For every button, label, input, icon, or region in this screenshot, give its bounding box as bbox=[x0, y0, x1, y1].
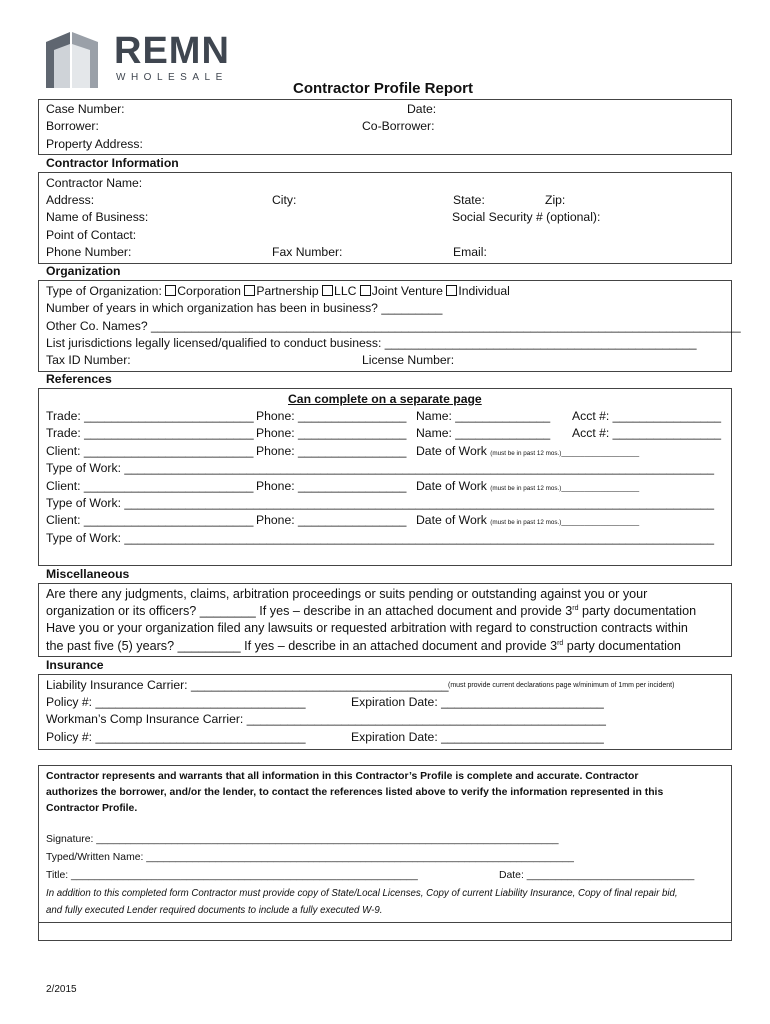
date-of-work-label: Date of Work bbox=[416, 479, 487, 493]
jurisdictions-field[interactable]: List jurisdictions legally licensed/qualified to conduct business: ______________________________________________ bbox=[46, 336, 697, 350]
misc-line-4 bbox=[46, 639, 681, 653]
requirements-note-2: and fully executed Lender required documents to include a fully executed W-9. bbox=[46, 905, 383, 916]
type-of-work-3-field[interactable]: Type of Work: _______________________________________________________________________________________ bbox=[46, 531, 715, 545]
client-2-phone-field[interactable]: Phone: ________________ bbox=[256, 479, 407, 493]
email-label: Email: bbox=[453, 245, 487, 259]
miscellaneous-heading: Miscellaneous bbox=[46, 567, 130, 581]
expiration-1-field[interactable]: Expiration Date: ________________________ bbox=[351, 695, 604, 709]
misc-line-2-end: party documentation bbox=[578, 604, 697, 618]
years-in-business-field[interactable]: Number of years in which organization has been in business? _________ bbox=[46, 301, 443, 315]
revision-date: 2/2015 bbox=[46, 984, 77, 995]
logo-brand: REMN bbox=[114, 30, 230, 72]
co-borrower-label: Co-Borrower: bbox=[362, 119, 435, 133]
date-of-work-line: ____________________ bbox=[561, 450, 640, 457]
certification-statement-1: Contractor represents and warrants that all information in this Contractor’s Profile is complete and accurate. Contractor bbox=[46, 771, 639, 782]
date-of-work-label: Date of Work bbox=[416, 513, 487, 527]
other-names-field[interactable]: Other Co. Names? _______________________________________________________________________________________ bbox=[46, 319, 741, 333]
trade-2-phone-field[interactable]: Phone: ________________ bbox=[256, 426, 407, 440]
expiration-2-field[interactable]: Expiration Date: ________________________ bbox=[351, 730, 604, 744]
contractor-info-heading: Contractor Information bbox=[46, 156, 179, 170]
date-label: Date: bbox=[407, 102, 437, 116]
type-of-work-1-field[interactable]: Type of Work: _______________________________________________________________________________________ bbox=[46, 461, 715, 475]
title-field[interactable]: Title: ____________________________________________________________ bbox=[46, 870, 418, 881]
business-name-label: Name of Business: bbox=[46, 210, 149, 224]
client-2-field[interactable]: Client: _________________________ bbox=[46, 479, 254, 493]
typed-name-field[interactable]: Typed/Written Name: __________________________________________________________________________ bbox=[46, 852, 574, 863]
misc-line-2-text: organization or its officers? ________ If yes – describe in an attached document and provide 3 bbox=[46, 604, 573, 618]
superscript-rd: rd bbox=[572, 604, 579, 612]
llc-checkbox[interactable] bbox=[322, 285, 333, 296]
requirements-note-1: In addition to this completed form Contractor must provide copy of State/Local Licenses, Copy of current Liability Insurance, Copy of final repair bid, bbox=[46, 888, 678, 899]
individual-checkbox[interactable] bbox=[446, 285, 457, 296]
organization-heading: Organization bbox=[46, 264, 121, 278]
individual-label: Individual bbox=[458, 284, 510, 298]
liability-carrier-note: (must provide current declarations page w/minimum of 1mm per incident) bbox=[448, 682, 675, 689]
client-3-date-of-work[interactable] bbox=[416, 513, 639, 527]
tax-id-label: Tax ID Number: bbox=[46, 353, 131, 367]
cert-date-field[interactable]: Date: _____________________________ bbox=[499, 870, 695, 881]
page-title: Contractor Profile Report bbox=[293, 80, 474, 97]
trade-1-acct-field[interactable]: Acct #: ________________ bbox=[572, 409, 722, 423]
misc-line-1: Are there any judgments, claims, arbitration proceedings or suits pending or outstanding against you or your bbox=[46, 587, 648, 601]
license-number-label: License Number: bbox=[362, 353, 455, 367]
contractor-name-label: Contractor Name: bbox=[46, 176, 143, 190]
date-of-work-note: (must be in past 12 mos.) bbox=[490, 450, 562, 457]
corporation-label: Corporation bbox=[177, 284, 241, 298]
llc-label: LLC bbox=[334, 284, 357, 298]
fax-number-label: Fax Number: bbox=[272, 245, 343, 259]
property-address-label: Property Address: bbox=[46, 137, 143, 151]
point-of-contact-label: Point of Contact: bbox=[46, 228, 137, 242]
trade-2-name-field[interactable]: Name: ______________ bbox=[416, 426, 551, 440]
references-note: Can complete on a separate page bbox=[288, 392, 482, 406]
state-label: State: bbox=[453, 193, 485, 207]
date-of-work-line: ____________________ bbox=[561, 485, 640, 492]
certification-statement-2: authorizes the borrower, and/or the lender, to contact the references listed above to verify the information represented in this bbox=[46, 787, 664, 798]
misc-line-4-end: party documentation bbox=[563, 639, 681, 653]
client-1-date-of-work[interactable] bbox=[416, 444, 639, 458]
corporation-checkbox[interactable] bbox=[165, 285, 176, 296]
city-label: City: bbox=[272, 193, 297, 207]
misc-line-4-text: the past five (5) years? _________ If yes – describe in an attached document and provide 3 bbox=[46, 639, 558, 653]
org-type-label: Type of Organization: bbox=[46, 284, 162, 298]
partnership-label: Partnership bbox=[256, 284, 319, 298]
liability-carrier-field[interactable]: Liability Insurance Carrier: ______________________________________ bbox=[46, 678, 449, 692]
logo-mark-icon bbox=[42, 28, 104, 90]
misc-line-2 bbox=[46, 604, 696, 618]
logo bbox=[42, 28, 242, 92]
insurance-heading: Insurance bbox=[46, 658, 104, 672]
zip-label: Zip: bbox=[545, 193, 566, 207]
date-of-work-note: (must be in past 12 mos.) bbox=[490, 485, 562, 492]
phone-number-label: Phone Number: bbox=[46, 245, 132, 259]
ssn-label: Social Security # (optional): bbox=[452, 210, 601, 224]
trade-2-field[interactable]: Trade: _________________________ bbox=[46, 426, 254, 440]
type-of-work-2-field[interactable]: Type of Work: _______________________________________________________________________________________ bbox=[46, 496, 715, 510]
trade-1-phone-field[interactable]: Phone: ________________ bbox=[256, 409, 407, 423]
client-1-field[interactable]: Client: _________________________ bbox=[46, 444, 254, 458]
trade-1-name-field[interactable]: Name: ______________ bbox=[416, 409, 551, 423]
logo-sub: WHOLESALE bbox=[116, 72, 228, 83]
certification-divider bbox=[38, 922, 732, 923]
case-number-label: Case Number: bbox=[46, 102, 125, 116]
address-label: Address: bbox=[46, 193, 95, 207]
partnership-checkbox[interactable] bbox=[244, 285, 255, 296]
signature-field[interactable]: Signature: ________________________________________________________________________________ bbox=[46, 834, 559, 845]
date-of-work-line: ____________________ bbox=[561, 519, 640, 526]
borrower-label: Borrower: bbox=[46, 119, 99, 133]
org-type-row bbox=[46, 284, 510, 298]
references-heading: References bbox=[46, 372, 112, 386]
policy-1-field[interactable]: Policy #: _______________________________ bbox=[46, 695, 306, 709]
superscript-rd: rd bbox=[557, 639, 564, 647]
client-2-date-of-work[interactable] bbox=[416, 479, 639, 493]
client-3-field[interactable]: Client: _________________________ bbox=[46, 513, 254, 527]
client-1-phone-field[interactable]: Phone: ________________ bbox=[256, 444, 407, 458]
joint-venture-label: Joint Venture bbox=[371, 284, 443, 298]
misc-line-3: Have you or your organization filed any lawsuits or requested arbitration with regard to construction contracts within bbox=[46, 621, 688, 635]
trade-1-field[interactable]: Trade: _________________________ bbox=[46, 409, 254, 423]
date-of-work-note: (must be in past 12 mos.) bbox=[490, 519, 562, 526]
policy-2-field[interactable]: Policy #: _______________________________ bbox=[46, 730, 306, 744]
client-3-phone-field[interactable]: Phone: ________________ bbox=[256, 513, 407, 527]
joint-venture-checkbox[interactable] bbox=[360, 285, 371, 296]
trade-2-acct-field[interactable]: Acct #: ________________ bbox=[572, 426, 722, 440]
certification-statement-3: Contractor Profile. bbox=[46, 803, 138, 814]
date-of-work-label: Date of Work bbox=[416, 444, 487, 458]
workmans-comp-field[interactable]: Workman’s Comp Insurance Carrier: _____________________________________________________ bbox=[46, 712, 606, 726]
